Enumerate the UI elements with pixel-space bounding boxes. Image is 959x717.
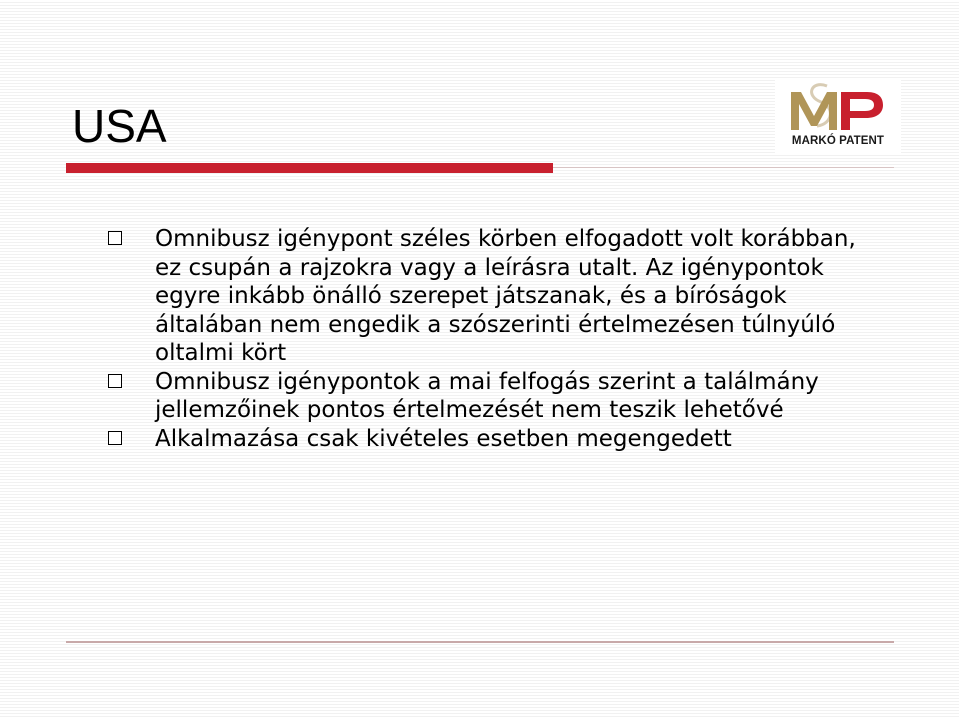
mp-monogram-icon <box>775 80 901 136</box>
title-accent-bar <box>66 163 553 173</box>
slide-title: USA <box>72 100 167 152</box>
bullet-text: Omnibusz igénypont széles körben elfogadott volt korábban, ez csupán a rajzokra vagy a leírásra utalt. Az igénypontok egyre inkább önálló szerepet játszanak, és a bíróságok általában nem engedik a szószerinti értelmezésen túlnyúló oltalmi kört <box>155 226 856 366</box>
bullet-text: Omnibusz igénypontok a mai felfogás szerint a találmány jellemzőinek pontos értelmezését nem teszik lehetővé <box>155 368 819 423</box>
logo-text: MARKÓ PATENT <box>791 135 885 147</box>
title-divider <box>553 167 894 168</box>
footer-divider <box>66 641 894 643</box>
bullet-item <box>108 425 888 454</box>
hollow-square-bullet-icon <box>108 431 122 445</box>
marko-patent-logo <box>775 80 901 154</box>
hollow-square-bullet-icon <box>108 231 122 245</box>
bullet-list <box>108 225 888 453</box>
bullet-item <box>108 368 888 425</box>
hollow-square-bullet-icon <box>108 374 122 388</box>
bullet-item <box>108 225 888 368</box>
bullet-text: Alkalmazása csak kivételes esetben megengedett <box>155 425 732 452</box>
